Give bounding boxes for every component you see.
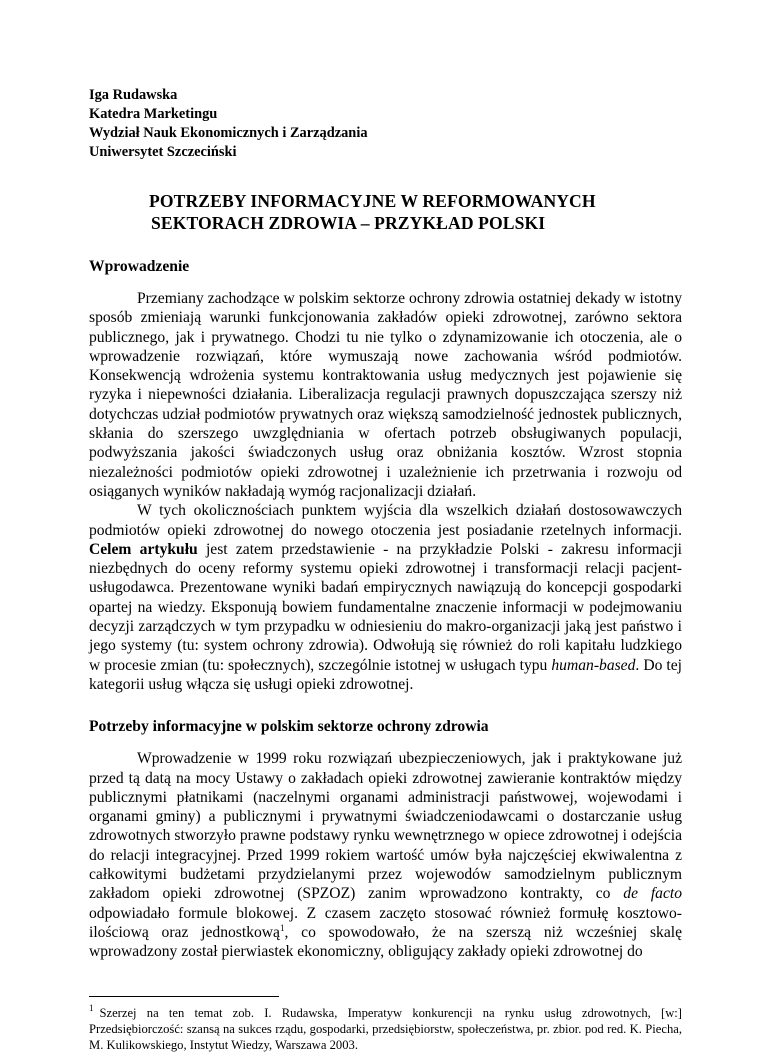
s2-p1-text-c: , co spowodowało, że na szerszą niż wcześniej skalę wprowadzony został pierwiastek ekonomiczny, obligujący zakłady opieki zdrowotnej do [89, 923, 682, 961]
section2-paragraph-1 [89, 749, 682, 961]
intro-p2-bold: Celem artykułu [89, 540, 198, 558]
footnote-number: 1 [89, 1003, 94, 1014]
author-department: Katedra Marketingu [89, 106, 218, 122]
footnote [89, 1005, 682, 1053]
intro-paragraph-2 [89, 501, 682, 694]
s2-p1-text-a: Wprowadzenie w 1999 roku rozwiązań ubezpieczeniowych, jak i praktykowane już przed tą datą na mocy Ustawy o zakładach opieki zdrowotnej zawieranie kontraktów między publicznymi płatnikami (naczelnymi organami administracji państwowej, wojewodami i organami gminy) a publicznymi i prywatnymi świadczeniodawcami o dostarczanie usług zdrowotnych stworzyło prawne podstawy rynku wewnętrznego w opiece zdrowotnej i odejścia do relacji integracyjnej. Przed 1999 rokiem wartość umów była najczęściej ekwiwalentna z całkowitymi budżetami przydzielanymi przez wojewodów samodzielnym publicznym zakładom opieki zdrowotnej (SPZOZ) zanim wprowadzono kontrakty, co [89, 750, 682, 903]
intro-p2-text-a: W tych okolicznościach punktem wyjścia dla wszelkich działań dostosowawczych podmiotów opieki zdrowotnej do nowego otoczenia jest posiadanie rzetelnych informacji. [89, 502, 682, 539]
intro-paragraph-1: Przemiany zachodzące w polskim sektorze ochrony zdrowia ostatniej dekady w istotny sposób zmieniają warunki funkcjonowania zakładów opieki zdrowotnej, zarówno sektora publicznego, jak i prywatnego. Chodzi tu nie tylko o zdynamizowanie ich otoczenia, ale o wprowadzenie rozwiązań, które wymuszają nowe zachowania wśród podmiotów. Konsekwencją wdrożenia systemu kontraktowania usług medycznych jest pojawienie się ryzyka i niepewności działania. Liberalizacja regulacji prawnych dopuszczająca szerszy niż dotychczas udział podmiotów prywatnych oraz większą samodzielność jednostek publicznych, skłania do szerszego uwzględniania w ofertach potrzeb obsługiwanych populacji, podwyższania jakości świadczonych usług oraz obniżania kosztów. Wzrost stopnia niezależności podmiotów opieki zdrowotnej i uzależnienie ich przetrwania i rozwoju od osiąganych wyników nakładają wymóg racjonalizacji działań. [89, 290, 682, 500]
intro-p2-text-b: jest zatem przedstawienie - na przykładzie Polski - zakresu informacji niezbędnych do oceny reformy systemu opieki zdrowotnej i transformacji relacji pacjent-usługodawca. Prezentowane wyniki badań empirycznych nawiązują do koncepcji gospodarki opartej na wiedzy. Eksponują bowiem fundamentalne znaczenie informacji w podejmowaniu decyzji zarządczych w tym przypadku w odniesieniu do makro-organizacji jaką jest państwo i jego systemy (tu: system ochrony zdrowia). Odwołują się również do roli kapitału ludzkiego w procesie zmian (tu: społecznych), szczególnie istotnej w usługach typu [89, 540, 682, 674]
s2-p1-italic: de facto [623, 885, 682, 903]
footnote-divider [89, 996, 279, 997]
section-heading-introduction: Wprowadzenie [89, 258, 190, 275]
intro-p2-italic: human-based [551, 656, 636, 674]
paper-title [149, 190, 682, 234]
author-block [89, 86, 682, 162]
document-page [89, 86, 682, 1053]
s2-p1-text-b: odpowiadało formule blokowej. Z czasem zaczęto stosować również formułę kosztowo-ilościową oraz jednostkową [89, 904, 682, 941]
author-faculty: Wydział Nauk Ekonomicznych i Zarządzania [89, 125, 368, 141]
title-line-1: POTRZEBY INFORMACYJNE W REFORMOWANYCH [149, 191, 596, 211]
footnote-text: Szerzej na ten temat zob. I. Rudawska, Imperatyw konkurencji na rynku usług zdrowotnych, [w:] Przedsiębiorczość: szansą na sukces rządu, gospodarki, przedsiębiorstw, społeczeństwa, pr. zbior. pod red. K. Piecha, M. Kulikowskiego, Instytut Wiedzy, Warszawa 2003. [89, 1005, 682, 1052]
footnote-reference[interactable]: 1 [279, 922, 285, 933]
section-heading-information-needs: Potrzeby informacyjne w polskim sektorze ochrony zdrowia [89, 718, 489, 736]
author-university: Uniwersytet Szczeciński [89, 144, 237, 160]
intro-p2-text-c: . Do tej kategorii usług włącza się usługi opieki zdrowotnej. [89, 656, 682, 693]
title-line-2: SEKTORACH ZDROWIA – PRZYKŁAD POLSKI [151, 213, 546, 233]
author-name: Iga Rudawska [89, 87, 178, 103]
